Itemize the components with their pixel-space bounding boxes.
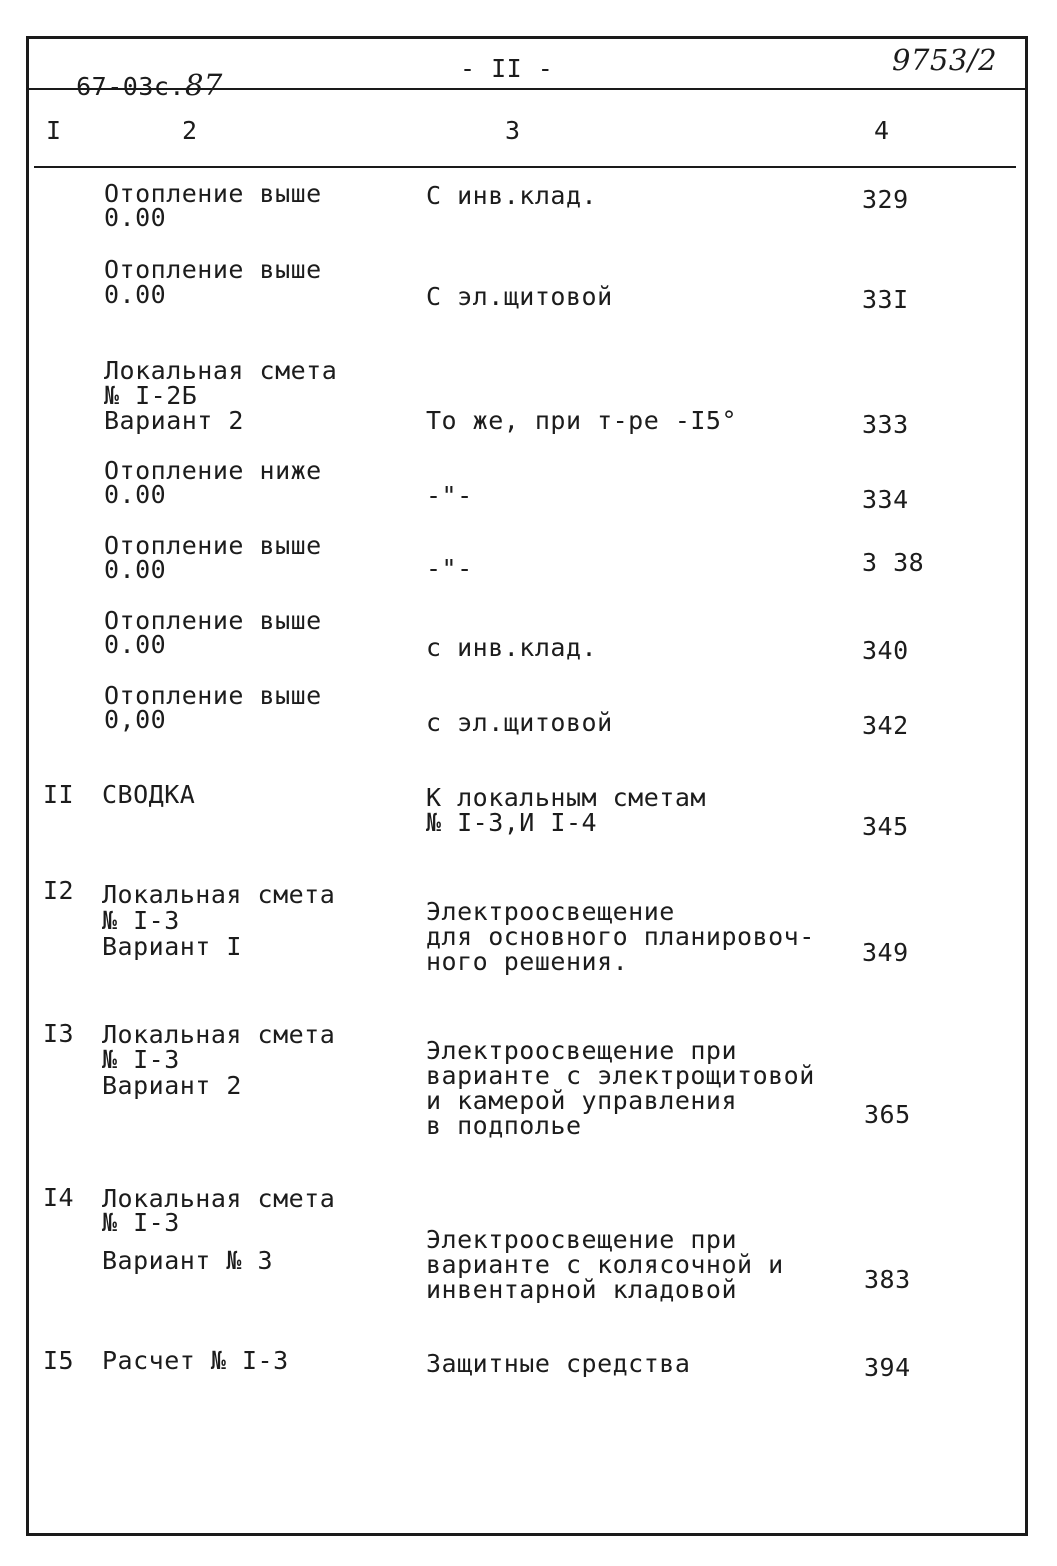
row-desc-line: № I-3,И I-4 <box>426 808 598 837</box>
row-desc-line: То же, при т-ре -I5° <box>426 406 738 435</box>
col-header-3: 3 <box>505 116 521 145</box>
doc-code <box>45 48 223 102</box>
column-header-divider <box>34 166 1016 168</box>
row-desc-line: с эл.щитовой <box>426 708 613 737</box>
row-desc-line: Электроосвещение <box>426 897 675 926</box>
row-name-line: Локальная смета <box>104 356 338 385</box>
row-name-line: Отопление ниже <box>104 456 322 485</box>
row-name-line: № I-3 <box>102 1208 180 1237</box>
row-desc-line: С эл.щитовой <box>426 282 613 311</box>
doc-number: 9753/2 <box>892 43 998 77</box>
row-page: 349 <box>862 938 909 967</box>
page-number: - II - <box>460 54 554 83</box>
row-desc-line: -"- <box>426 554 473 583</box>
row-desc-line: Электроосвещение при <box>426 1036 738 1065</box>
doc-code-handwritten: 87 <box>184 68 223 102</box>
row-desc-line: Защитные средства <box>426 1349 691 1378</box>
row-page: 365 <box>864 1100 911 1129</box>
row-desc-line: Электроосвещение при <box>426 1225 738 1254</box>
row-page: 329 <box>862 185 909 214</box>
row-name-line: Отопление выше <box>104 531 322 560</box>
row-name-line: 0.00 <box>104 280 167 309</box>
row-page: 345 <box>862 812 909 841</box>
row-name-line: Отопление выше <box>104 179 322 208</box>
row-name-line: 0.00 <box>104 630 167 659</box>
col-header-4: 4 <box>874 116 890 145</box>
row-name-line: 0.00 <box>104 480 167 509</box>
row-name-line: Локальная смета <box>102 880 336 909</box>
row-desc-line: с инв.клад. <box>426 633 598 662</box>
row-number: I5 <box>43 1346 75 1375</box>
row-name-line: Вариант 2 <box>104 406 244 435</box>
row-desc-line: -"- <box>426 481 473 510</box>
row-name-line: Расчет № I-3 <box>102 1346 289 1375</box>
row-number: I3 <box>43 1019 75 1048</box>
row-number: I4 <box>43 1183 75 1212</box>
row-page: 3 38 <box>862 548 925 577</box>
row-page: 342 <box>862 711 909 740</box>
row-desc-line: варианте с колясочной и <box>426 1250 784 1279</box>
row-desc-line: ного решения. <box>426 947 629 976</box>
row-desc-line: и камерой управления <box>426 1086 738 1115</box>
col-header-2: 2 <box>182 116 198 145</box>
row-name-line: Отопление выше <box>104 606 322 635</box>
doc-code-printed: 67-03с. <box>76 72 185 101</box>
row-name-line: СВОДКА <box>102 780 196 809</box>
row-desc-line: для основного планировоч- <box>426 922 815 951</box>
row-name-line: № I-3 <box>102 1045 180 1074</box>
row-name-line: № I-2Б <box>104 381 198 410</box>
row-desc-line: инвентарной кладовой <box>426 1275 738 1304</box>
row-name-line: 0.00 <box>104 203 167 232</box>
row-number: I2 <box>43 876 75 905</box>
row-name-line: Локальная смета <box>102 1184 336 1213</box>
row-name-line: № I-3 <box>102 906 180 935</box>
row-name-line: Отопление выше <box>104 681 322 710</box>
row-page: 383 <box>864 1265 911 1294</box>
row-name-line: Вариант 2 <box>102 1071 242 1100</box>
row-desc-line: К локальным сметам <box>426 783 706 812</box>
row-desc-line: в подполье <box>426 1111 582 1140</box>
row-name-line: Вариант I <box>102 932 242 961</box>
row-page: 334 <box>862 485 909 514</box>
row-desc-line: С инв.клад. <box>426 181 598 210</box>
row-name-line: Локальная смета <box>102 1020 336 1049</box>
row-number: II <box>43 780 75 809</box>
row-page: 33I <box>862 285 909 314</box>
row-name-line: 0,00 <box>104 705 167 734</box>
row-page: 340 <box>862 636 909 665</box>
col-header-1: I <box>46 116 62 145</box>
row-page: 333 <box>862 410 909 439</box>
row-name-line: Вариант № 3 <box>102 1246 274 1275</box>
row-name-line: 0.00 <box>104 555 167 584</box>
row-desc-line: варианте с электрощитовой <box>426 1061 815 1090</box>
row-name-line: Отопление выше <box>104 255 322 284</box>
row-page: 394 <box>864 1353 911 1382</box>
